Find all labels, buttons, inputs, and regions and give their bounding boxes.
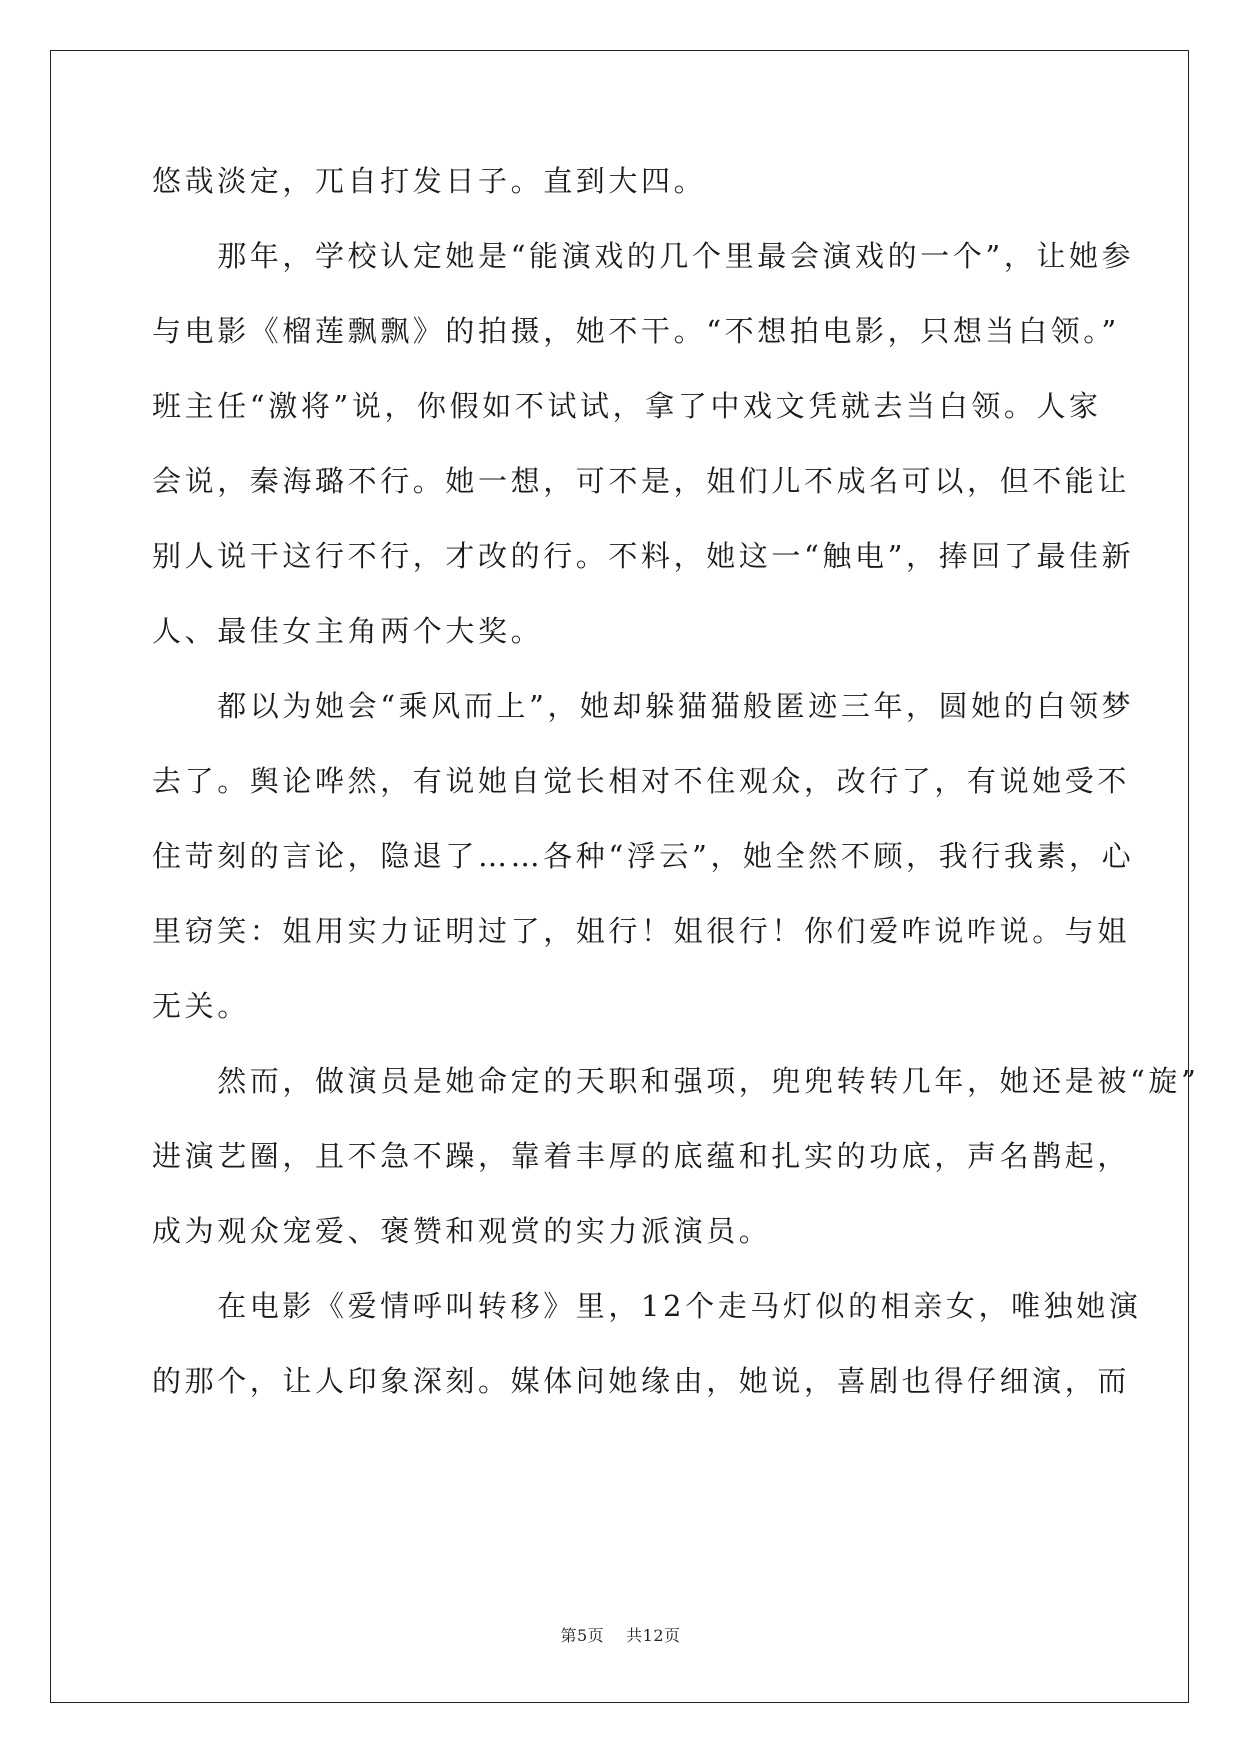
body-line: 别人说干这行不行，才改的行。不料，她这一“触电”，捧回了最佳新: [152, 539, 1135, 573]
body-line: 人、最佳女主角两个大奖。: [152, 614, 544, 648]
body-line: 与电影《榴莲飘飘》的拍摄，她不干。“不想拍电影，只想当白领。”: [152, 314, 1120, 348]
body-line: 无关。: [152, 989, 250, 1023]
body-line: 去了。舆论哗然，有说她自觉长相对不住观众，改行了，有说她受不: [152, 764, 1131, 798]
body-line: 都以为她会“乘风而上”，她却躲猫猫般匿迹三年，圆她的白领梦: [152, 689, 1135, 723]
page-border: [50, 50, 1189, 1703]
total-pages: 共12页: [626, 1626, 681, 1645]
body-line: 里窃笑：姐用实力证明过了，姐行！姐很行！你们爱咋说咋说。与姐: [152, 914, 1131, 948]
body-line: 进演艺圈，且不急不躁，靠着丰厚的底蕴和扎实的功底，声名鹊起，: [152, 1139, 1131, 1173]
body-line: 然而，做演员是她命定的天职和强项，兜兜转转几年，她还是被“旋”: [152, 1064, 1200, 1098]
body-line: 住苛刻的言论，隐退了……各种“浮云”，她全然不顾，我行我素，心: [152, 839, 1135, 873]
body-line: 会说，秦海璐不行。她一想，可不是，姐们儿不成名可以，但不能让: [152, 464, 1131, 498]
body-line: 成为观众宠爱、褒赞和观赏的实力派演员。: [152, 1214, 772, 1248]
body-line: 在电影《爱情呼叫转移》里，12个走马灯似的相亲女，唯独她演: [152, 1289, 1142, 1323]
body-line: 的那个，让人印象深刻。媒体问她缘由，她说，喜剧也得仔细演，而: [152, 1364, 1131, 1398]
body-line: 班主任“激将”说，你假如不试试，拿了中戏文凭就去当白领。人家: [152, 389, 1102, 423]
page-footer: [0, 1623, 1241, 1646]
body-line: 那年，学校认定她是“能演戏的几个里最会演戏的一个”，让她参: [152, 239, 1135, 273]
body-line: 悠哉淡定，兀自打发日子。直到大四。: [152, 164, 707, 198]
page-number: 第5页: [560, 1626, 605, 1645]
